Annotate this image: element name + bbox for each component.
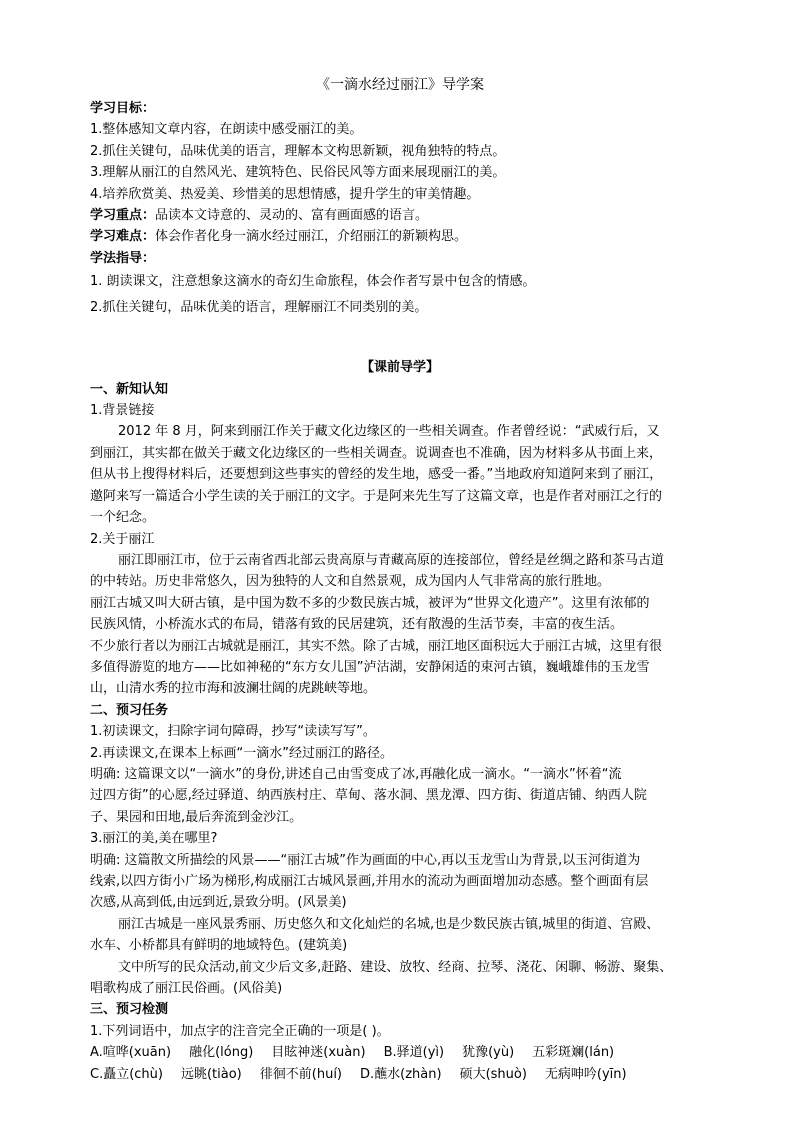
- focus-line: [90, 205, 710, 226]
- quiz-option: 无病呻吟(yīn): [544, 1066, 627, 1082]
- task-text: 子、果园和田地,最后奔流到金沙江。: [90, 809, 303, 825]
- custom-text: 唱歌构成了丽江民俗画。(风俗美): [90, 981, 283, 997]
- about-text: 山，山清水秀的拉市海和波澜壮阔的虎跳峡等地。: [90, 681, 377, 697]
- task-text: 3.丽江的美,美在哪里?: [90, 831, 218, 847]
- quiz-option: 目眩神迷(xuàn): [271, 1045, 366, 1061]
- about-text: 民族风情，小桥流水式的布局，错落有致的民居建筑，还有散漫的生活节奏，丰富的夜生活。: [90, 617, 624, 633]
- about-text: 丽江即丽江市，位于云南省西北部云贵高原与青藏高原的连接部位，曾经是丝绸之路和茶马古道: [118, 552, 665, 568]
- method-heading: 学法指导：: [90, 250, 156, 266]
- quiz-option: 硕大(shuò): [459, 1066, 527, 1082]
- doc-title: 《一滴水经过丽江》导学案: [316, 77, 484, 93]
- quiz-options-row: [90, 1042, 710, 1063]
- focus-text: 品读本文诗意的、灵动的、富有画面感的语言。: [155, 208, 429, 224]
- custom-text: 文中所写的民众活动,前文少后文多,赶路、建设、放牧、经商、拉琴、浇花、闲聊、畅游、聚集、: [118, 959, 673, 975]
- quiz-option: D.蘸水(zhàn): [360, 1066, 442, 1082]
- background-text: 到丽江，其实都在做关于藏文化边缘区的一些相关调查。说调查也不准确，因为材料多从书面上来，: [90, 445, 663, 461]
- section3-heading: 三、预习检测: [90, 1002, 169, 1018]
- about-text: 丽江古城又叫大研古镇，是中国为数不多的少数民族古城，被评为“世界文化遗产”。这里有浓郁的: [90, 595, 650, 611]
- task-text: 次感,从高到低,由远到近,景致分明。(风景美): [90, 895, 347, 911]
- architecture-text: 水车、小桥都具有鲜明的地域特色。(建筑美): [90, 938, 348, 954]
- quiz-option: A.喧哗(xuān): [90, 1045, 172, 1061]
- difficulty-line: [90, 226, 710, 247]
- about-text: 的中转站。历史非常悠久，因为独特的人文和自然景观，成为国内人气非常高的旅行胜地。: [90, 574, 611, 590]
- document-page: [90, 72, 710, 1085]
- quiz-option: 徘徊不前(huí): [259, 1066, 342, 1082]
- task-text: 过四方街”的心愿,经过驿道、纳西族村庄、草甸、落水洞、黑龙潭、四方街、街道店铺、纳西人院: [90, 788, 647, 804]
- difficulty-label: 学习难点：: [90, 229, 156, 245]
- quiz-option: 犹豫(yù): [462, 1045, 515, 1061]
- quiz-options-row: [90, 1064, 710, 1085]
- background-text: 一个纪念。: [90, 510, 156, 526]
- section1-heading: 一、新知认知: [90, 381, 169, 397]
- background-text: 邀阿来写一篇适合小学生读的关于丽江的文字。于是阿来先生写了这篇文章，也是作者对丽江之行的: [90, 488, 663, 504]
- architecture-text: 丽江古城是一座风景秀丽、历史悠久和文化灿烂的名城,也是少数民族古镇,城里的街道、宫殿、: [118, 916, 660, 932]
- about-subheading: 2.关于丽江: [90, 531, 155, 547]
- task-text: 线索,以四方街小广场为梯形,构成丽江古城风景画,并用水的流动为画面增加动态感。整个画面有层: [90, 874, 649, 889]
- task-text: 1.初读课文，扫除字词句障碍，抄写“读读写写”。: [90, 724, 376, 740]
- quiz-option: 五彩斑斓(lán): [532, 1045, 615, 1061]
- section2-heading: 二、预习任务: [90, 702, 169, 718]
- task-text: 明确: 这篇散文所描绘的风景——“丽江古城”作为画面的中心,再以玉龙雪山为背景,以玉河街道为: [90, 852, 641, 868]
- difficulty-text: 体会作者化身一滴水经过丽江，介绍丽江的新颖构思。: [155, 229, 468, 245]
- about-text: 多值得游览的地方——比如神秘的“东方女儿国”泸沽湖，安静闲适的束河古镇，巍峨雄伟的玉龙雪: [90, 659, 650, 675]
- background-subheading: 1.背景链接: [90, 403, 155, 419]
- objective-item: 1.整体感知文章内容，在朗读中感受丽江的美。: [90, 122, 363, 138]
- quiz-question: 1.下列词语中，加点字的注音完全正确的一项是( )。: [90, 1023, 390, 1039]
- quiz-option: 融化(lóng): [189, 1045, 254, 1061]
- task-text: 2.再读课文,在课本上标画“一滴水”经过丽江的路径。: [90, 745, 394, 761]
- pre-class-heading: 【课前导学】: [360, 360, 439, 376]
- background-text: 但从书上搜得材料后，还要想到这些事实的曾经的发生地，感受一番。”当地政府知道阿来到了丽江，: [90, 467, 663, 483]
- objective-item: 2.抓住关键句，品味优美的语言，理解本文构思新颖，视角独特的特点。: [90, 143, 506, 159]
- quiz-option: C.矗立(chù): [90, 1066, 163, 1082]
- about-text: 不少旅行者以为丽江古城就是丽江，其实不然。除了古城，丽江地区面积远大于丽江古城，这里有很: [90, 638, 663, 654]
- quiz-option: B.驿道(yì): [383, 1045, 445, 1061]
- task-text: 明确: 这篇课文以“一滴水”的身份,讲述自己由雪变成了冰,再融化成一滴水。“一滴水”怀着“流: [90, 766, 622, 782]
- objective-item: 4.培养欣赏美、热爱美、珍惜美的思想情感，提升学生的审美情趣。: [90, 186, 480, 202]
- background-text: 2012 年 8 月，阿来到丽江作关于藏文化边缘区的一些相关调查。作者曾经说：“武威行后，又: [118, 424, 660, 440]
- objective-item: 3.理解从丽江的自然风光、建筑特色、民俗民风等方面来展现丽江的美。: [90, 165, 506, 181]
- quiz-option: 远眺(tiào): [180, 1066, 242, 1082]
- method-item: 2.抓住关键句，品味优美的语言，理解丽江不同类别的美。: [90, 300, 428, 316]
- focus-label: 学习重点：: [90, 208, 156, 224]
- objectives-heading: 学习目标：: [90, 101, 156, 116]
- method-item: 1. 朗读课文，注意想象这滴水的奇幻生命旅程，体会作者写景中包含的情感。: [90, 274, 536, 290]
